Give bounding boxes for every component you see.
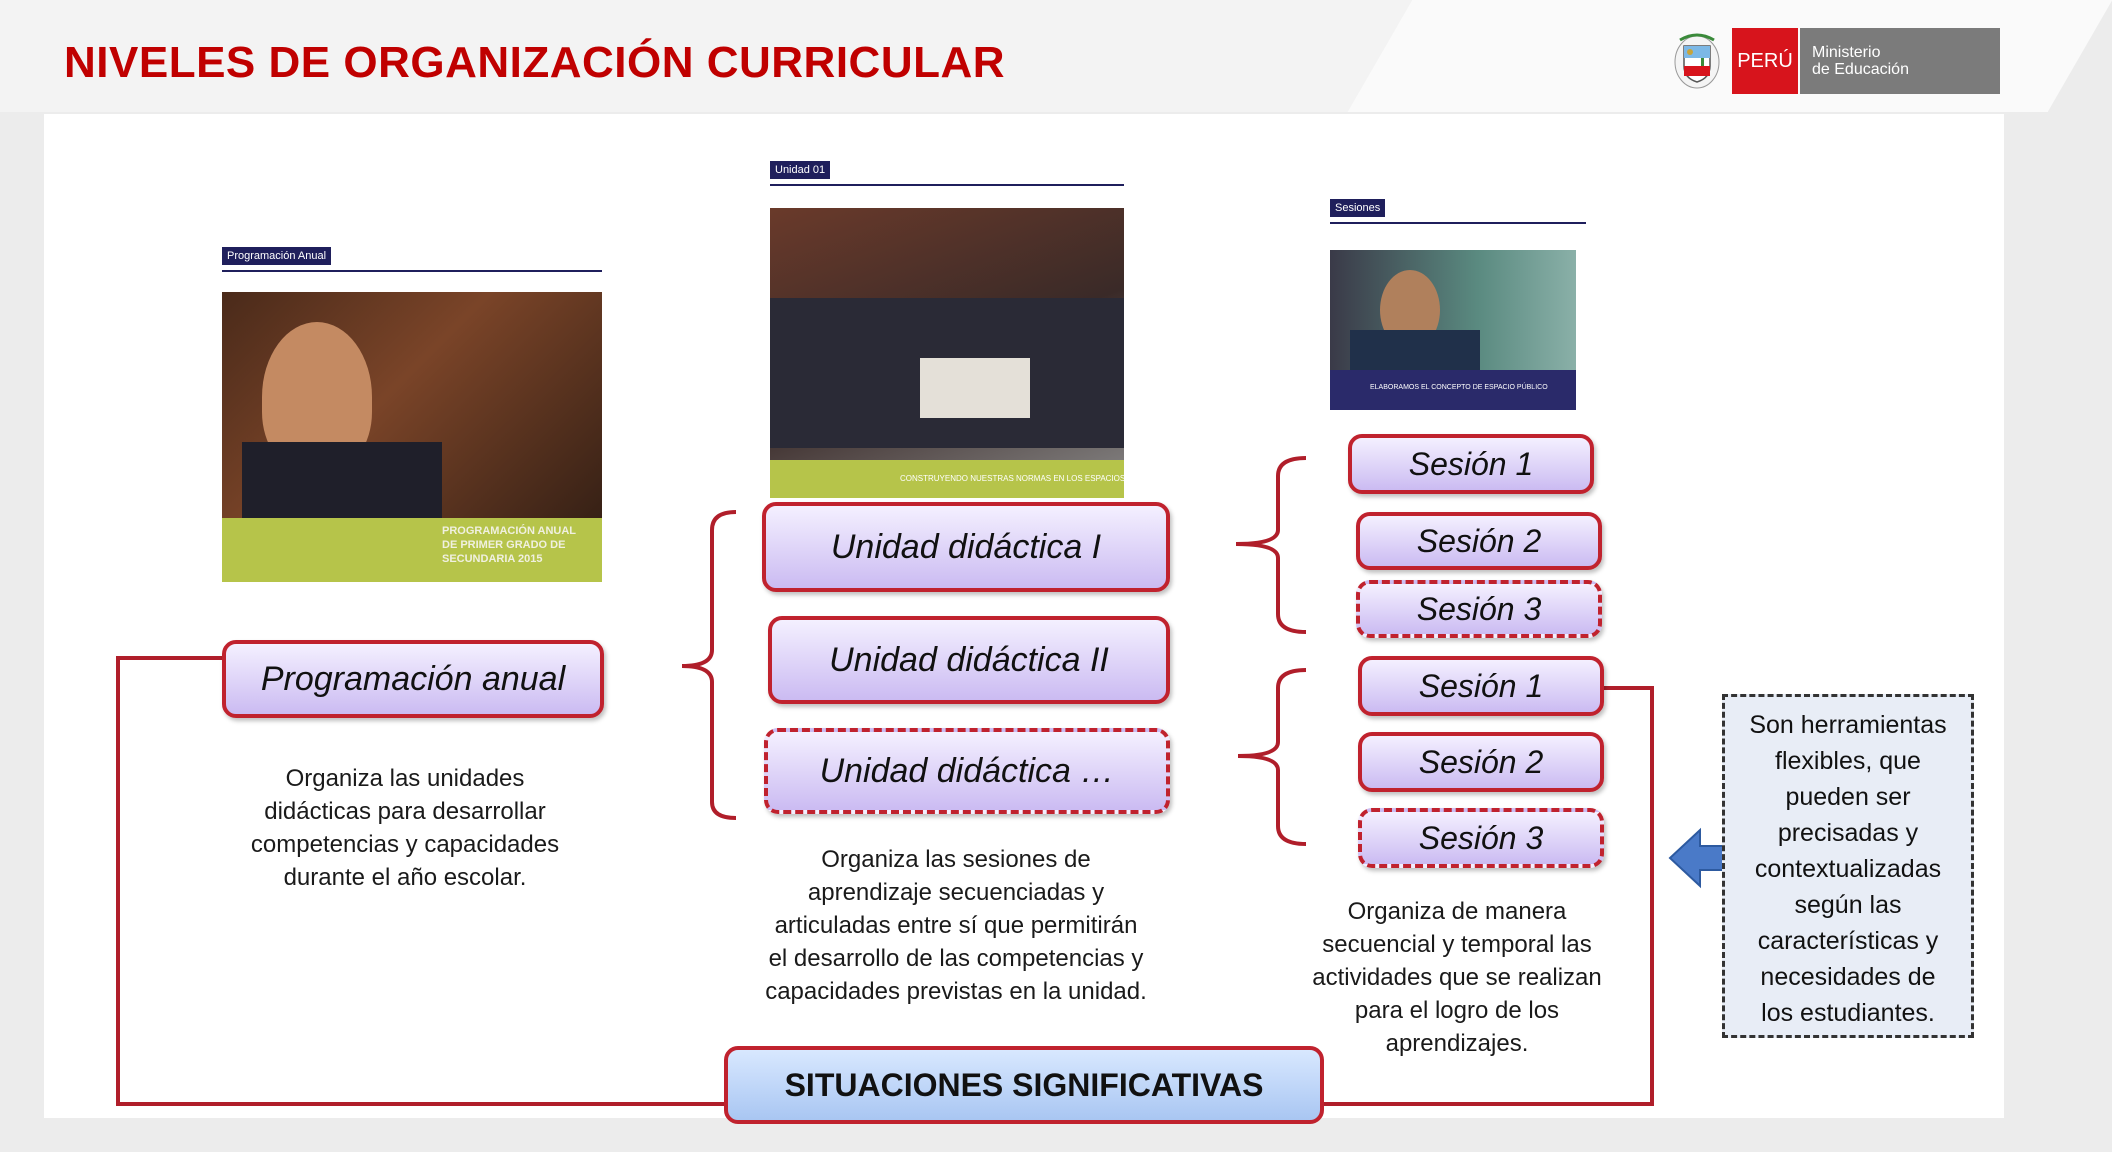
situaciones-significativas-box[interactable] <box>724 1046 1324 1124</box>
programacion-photo <box>222 292 602 582</box>
note-line: los estudiantes. <box>1761 999 1935 1027</box>
sesion-1-box[interactable] <box>1348 434 1594 494</box>
desc-line: aprendizaje secuenciadas y <box>807 879 1105 906</box>
desk-papers <box>920 358 1030 418</box>
desc-line: actividades que se realizan <box>1312 964 1602 991</box>
unidades-bracket <box>682 512 736 818</box>
unidad-label: Unidad didáctica II <box>829 640 1109 679</box>
unidad-label: Unidad didáctica … <box>819 751 1115 790</box>
peru-label: PERÚ <box>1737 49 1793 72</box>
header-rule <box>1330 222 1586 224</box>
ministry-line-2: de Educación <box>1812 61 1909 78</box>
page-title: NIVELES DE ORGANIZACIÓN CURRICULAR <box>64 38 1006 87</box>
sesiones-photo-caption: ELABORAMOS EL CONCEPTO DE ESPACIO PÚBLICO <box>1370 384 1548 391</box>
sesion-3-box[interactable] <box>1358 808 1604 868</box>
note-line: Son herramientas <box>1749 711 1947 739</box>
note-line: pueden ser <box>1785 783 1911 811</box>
left-arrow-icon <box>1670 830 1724 886</box>
desc-line: didácticas para desarrollar <box>264 798 546 825</box>
sesion-label: Sesión 3 <box>1416 590 1542 627</box>
programacion-photo-caption: PROGRAMACIÓN ANUAL DE PRIMER GRADO DE SECUNDARIA 2015 <box>442 525 576 565</box>
desc-line: Organiza las unidades <box>285 765 525 792</box>
note-line: flexibles, que <box>1775 747 1921 775</box>
programacion-header-label: Programación Anual <box>222 247 331 265</box>
programacion-anual-box[interactable] <box>222 640 604 718</box>
desc-line: durante el año escolar. <box>283 864 527 891</box>
note-line: características y <box>1757 927 1939 955</box>
ministry-line-1: Ministerio <box>1812 44 1881 61</box>
unidad-didactica-2-box[interactable] <box>768 616 1170 704</box>
sesiones-bracket-2 <box>1238 670 1306 844</box>
sesion-label: Sesión 2 <box>1416 522 1542 559</box>
sesion-2-box[interactable] <box>1358 732 1604 792</box>
sesion-label: Sesión 2 <box>1418 743 1544 780</box>
desc-line: el desarrollo de las competencias y <box>768 945 1144 972</box>
desc-line: capacidades previstas en la unidad. <box>765 978 1147 1005</box>
sesion-label: Sesión 3 <box>1418 819 1544 856</box>
sesion-2-box[interactable] <box>1356 512 1602 570</box>
header-rule <box>770 184 1124 186</box>
sesion-label: Sesión 1 <box>1418 667 1544 704</box>
unidad-photo-caption: CONSTRUYENDO NUESTRAS NORMAS EN LOS ESPACIOS DE LA ESCUELA <box>900 474 1190 483</box>
unidad-didactica-1-box[interactable] <box>762 502 1170 592</box>
sesiones-description <box>1282 895 1632 1060</box>
programacion-header <box>222 246 602 272</box>
desc-line: Organiza las sesiones de <box>821 846 1091 873</box>
flexible-tools-note <box>1722 694 1974 1038</box>
sesiones-header-label: Sesiones <box>1330 199 1385 217</box>
unidad-label: Unidad didáctica I <box>830 527 1102 566</box>
desc-line: articuladas entre sí que permitirán <box>774 912 1138 939</box>
sesion-label: Sesión 1 <box>1408 445 1534 482</box>
sesiones-header <box>1330 198 1586 224</box>
header-rule <box>222 270 602 272</box>
desc-line: aprendizajes. <box>1385 1030 1529 1057</box>
note-line: precisadas y <box>1777 819 1919 847</box>
sesiones-photo <box>1330 250 1576 410</box>
desc-line: para el logro de los <box>1354 997 1560 1024</box>
situaciones-label: SITUACIONES SIGNIFICATIVAS <box>784 1066 1264 1103</box>
desc-line: Organiza de manera <box>1347 898 1567 925</box>
desc-line: secuencial y temporal las <box>1322 931 1592 958</box>
note-line: según las <box>1794 891 1902 919</box>
unidad-photo <box>770 208 1190 498</box>
programacion-description <box>200 762 610 894</box>
programacion-anual-label: Programación anual <box>260 659 566 698</box>
note-line: necesidades de <box>1760 963 1936 991</box>
unidad-didactica-more-box[interactable] <box>764 728 1170 814</box>
sesion-3-box[interactable] <box>1356 580 1602 638</box>
note-line: contextualizadas <box>1754 855 1942 883</box>
unidad-header <box>770 160 1124 186</box>
unidad-header-label: Unidad 01 <box>770 161 830 179</box>
sesion-1-box[interactable] <box>1358 656 1604 716</box>
desc-line: competencias y capacidades <box>250 831 560 858</box>
unidades-description <box>736 843 1176 1008</box>
sesiones-bracket-1 <box>1236 458 1306 632</box>
